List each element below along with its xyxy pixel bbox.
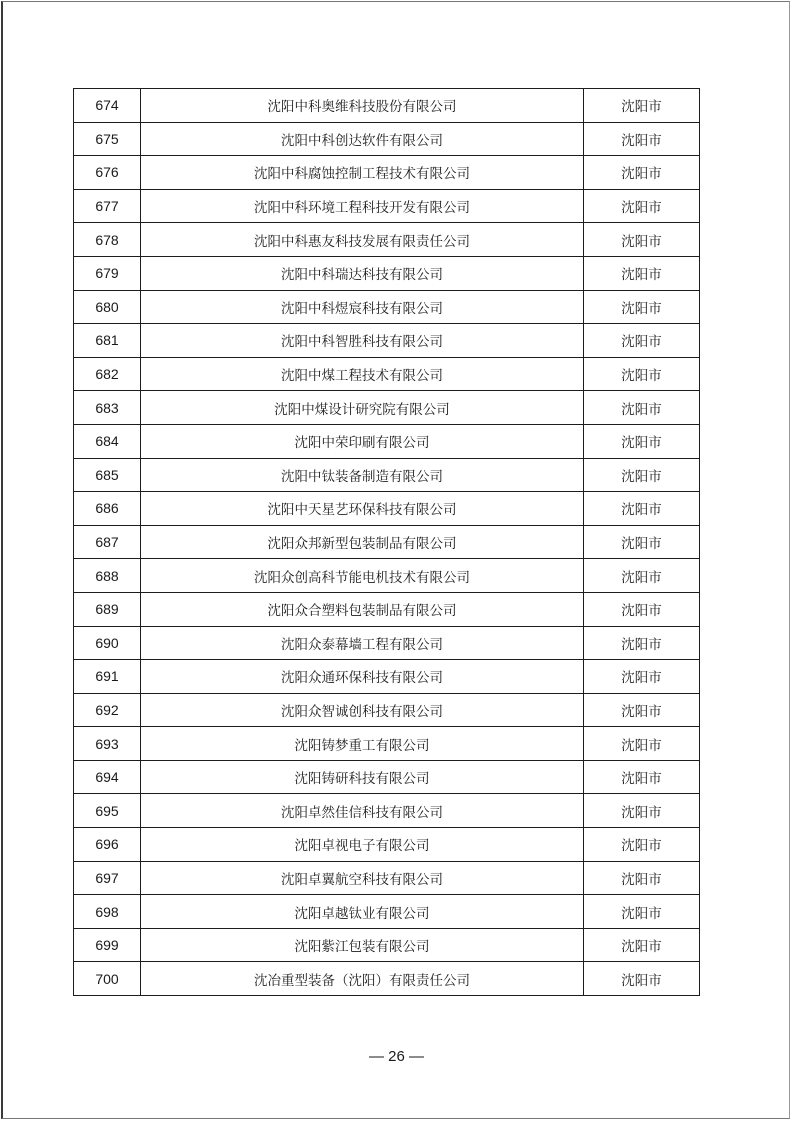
company-name-cell: 沈阳中科创达软件有限公司 — [141, 122, 584, 156]
city-cell: 沈阳市 — [584, 122, 700, 156]
city-cell: 沈阳市 — [584, 794, 700, 828]
row-number-cell: 695 — [74, 794, 141, 828]
city-cell: 沈阳市 — [584, 89, 700, 123]
row-number-cell: 693 — [74, 727, 141, 761]
company-name-cell: 沈阳中煤工程技术有限公司 — [141, 357, 584, 391]
row-number-cell: 680 — [74, 290, 141, 324]
table-row — [74, 760, 700, 794]
table-row — [74, 962, 700, 996]
city-cell: 沈阳市 — [584, 391, 700, 425]
table-row — [74, 492, 700, 526]
table-row — [74, 895, 700, 929]
company-name-cell: 沈阳中煤设计研究院有限公司 — [141, 391, 584, 425]
company-name-cell: 沈阳中科惠友科技发展有限责任公司 — [141, 223, 584, 257]
company-name-cell: 沈阳中天星艺环保科技有限公司 — [141, 492, 584, 526]
row-number-cell: 681 — [74, 324, 141, 358]
city-cell: 沈阳市 — [584, 592, 700, 626]
city-cell: 沈阳市 — [584, 928, 700, 962]
row-number-cell: 692 — [74, 693, 141, 727]
company-name-cell: 沈阳众合塑料包装制品有限公司 — [141, 592, 584, 626]
table-row — [74, 525, 700, 559]
company-name-cell: 沈阳卓然佳信科技有限公司 — [141, 794, 584, 828]
table-row — [74, 592, 700, 626]
row-number-cell: 688 — [74, 559, 141, 593]
row-number-cell: 682 — [74, 357, 141, 391]
table-row — [74, 693, 700, 727]
city-cell: 沈阳市 — [584, 861, 700, 895]
table-row — [74, 458, 700, 492]
row-number-cell: 687 — [74, 525, 141, 559]
city-cell: 沈阳市 — [584, 156, 700, 190]
company-name-cell: 沈阳卓翼航空科技有限公司 — [141, 861, 584, 895]
city-cell: 沈阳市 — [584, 189, 700, 223]
row-number-cell: 685 — [74, 458, 141, 492]
table-row — [74, 424, 700, 458]
row-number-cell: 699 — [74, 928, 141, 962]
city-cell: 沈阳市 — [584, 962, 700, 996]
company-name-cell: 沈阳中钛装备制造有限公司 — [141, 458, 584, 492]
city-cell: 沈阳市 — [584, 357, 700, 391]
row-number-cell: 698 — [74, 895, 141, 929]
table-row — [74, 794, 700, 828]
table-row — [74, 928, 700, 962]
city-cell: 沈阳市 — [584, 559, 700, 593]
company-name-cell: 沈阳中科腐蚀控制工程技术有限公司 — [141, 156, 584, 190]
company-name-cell: 沈阳众智诚创科技有限公司 — [141, 693, 584, 727]
company-name-cell: 沈阳卓越钛业有限公司 — [141, 895, 584, 929]
company-name-cell: 沈阳中科瑞达科技有限公司 — [141, 256, 584, 290]
row-number-cell: 684 — [74, 424, 141, 458]
city-cell: 沈阳市 — [584, 828, 700, 862]
city-cell: 沈阳市 — [584, 525, 700, 559]
city-cell: 沈阳市 — [584, 693, 700, 727]
row-number-cell: 683 — [74, 391, 141, 425]
city-cell: 沈阳市 — [584, 458, 700, 492]
company-name-cell: 沈阳铸研科技有限公司 — [141, 760, 584, 794]
row-number-cell: 675 — [74, 122, 141, 156]
company-name-cell: 沈阳卓视电子有限公司 — [141, 828, 584, 862]
row-number-cell: 686 — [74, 492, 141, 526]
company-name-cell: 沈阳众邦新型包装制品有限公司 — [141, 525, 584, 559]
company-name-cell: 沈阳中科煜宸科技有限公司 — [141, 290, 584, 324]
city-cell: 沈阳市 — [584, 895, 700, 929]
page-number: — 26 — — [368, 1048, 425, 1065]
company-roster-table — [73, 88, 700, 996]
table-row — [74, 89, 700, 123]
table-row — [74, 357, 700, 391]
city-cell: 沈阳市 — [584, 290, 700, 324]
table-row — [74, 324, 700, 358]
city-cell: 沈阳市 — [584, 492, 700, 526]
row-number-cell: 679 — [74, 256, 141, 290]
table-row — [74, 156, 700, 190]
table-row — [74, 626, 700, 660]
company-name-cell: 沈阳铸梦重工有限公司 — [141, 727, 584, 761]
company-name-cell: 沈阳中科奥维科技股份有限公司 — [141, 89, 584, 123]
company-name-cell: 沈阳中荣印刷有限公司 — [141, 424, 584, 458]
row-number-cell: 697 — [74, 861, 141, 895]
company-name-cell: 沈冶重型装备（沈阳）有限责任公司 — [141, 962, 584, 996]
city-cell: 沈阳市 — [584, 626, 700, 660]
table-row — [74, 256, 700, 290]
row-number-cell: 678 — [74, 223, 141, 257]
table-row — [74, 391, 700, 425]
table-row — [74, 727, 700, 761]
row-number-cell: 691 — [74, 660, 141, 694]
row-number-cell: 677 — [74, 189, 141, 223]
roster-table-body — [74, 89, 700, 996]
company-name-cell: 沈阳众通环保科技有限公司 — [141, 660, 584, 694]
city-cell: 沈阳市 — [584, 424, 700, 458]
row-number-cell: 690 — [74, 626, 141, 660]
row-number-cell: 689 — [74, 592, 141, 626]
table-row — [74, 189, 700, 223]
row-number-cell: 700 — [74, 962, 141, 996]
row-number-cell: 696 — [74, 828, 141, 862]
city-cell: 沈阳市 — [584, 223, 700, 257]
company-name-cell: 沈阳紫江包装有限公司 — [141, 928, 584, 962]
city-cell: 沈阳市 — [584, 760, 700, 794]
city-cell: 沈阳市 — [584, 660, 700, 694]
table-row — [74, 290, 700, 324]
row-number-cell: 694 — [74, 760, 141, 794]
row-number-cell: 676 — [74, 156, 141, 190]
row-number-cell: 674 — [74, 89, 141, 123]
table-row — [74, 559, 700, 593]
table-row — [74, 223, 700, 257]
company-name-cell: 沈阳众泰幕墙工程有限公司 — [141, 626, 584, 660]
city-cell: 沈阳市 — [584, 324, 700, 358]
table-row — [74, 122, 700, 156]
company-name-cell: 沈阳中科环境工程科技开发有限公司 — [141, 189, 584, 223]
table-row — [74, 861, 700, 895]
city-cell: 沈阳市 — [584, 727, 700, 761]
company-name-cell: 沈阳中科智胜科技有限公司 — [141, 324, 584, 358]
city-cell: 沈阳市 — [584, 256, 700, 290]
company-name-cell: 沈阳众创高科节能电机技术有限公司 — [141, 559, 584, 593]
table-row — [74, 660, 700, 694]
table-row — [74, 828, 700, 862]
